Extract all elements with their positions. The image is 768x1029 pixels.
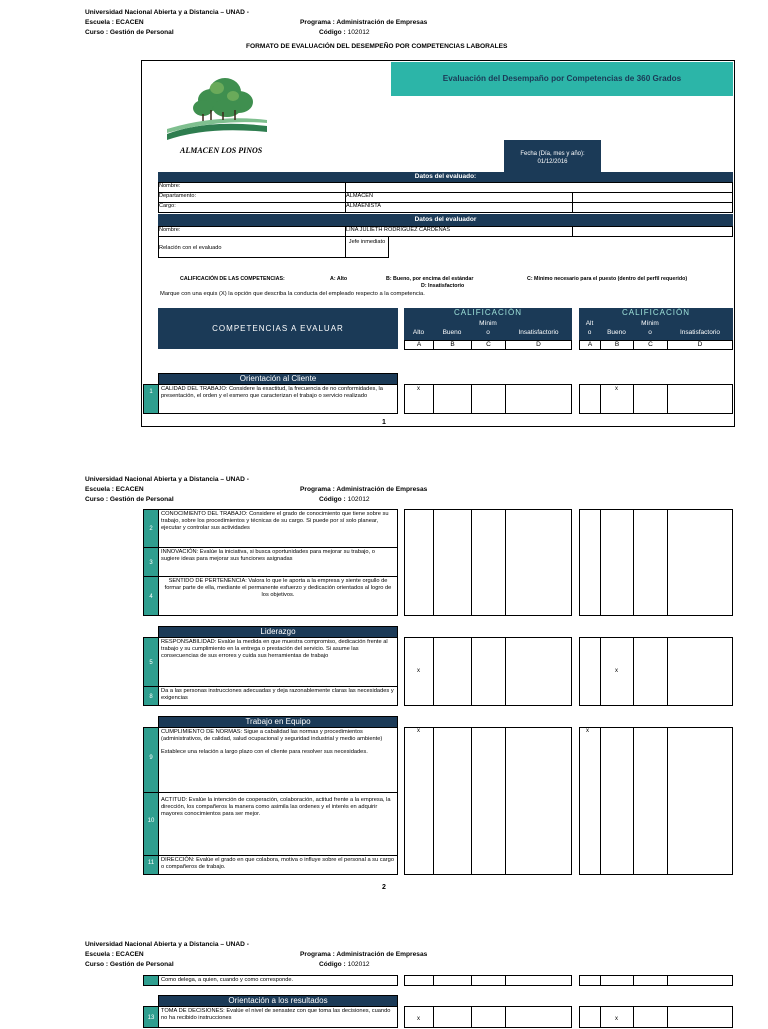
school-label: Escuela : ECACEN xyxy=(85,19,144,26)
letter-a-1: A xyxy=(404,340,434,350)
item-delegacion-continued: Como delega, a quien, cuando y como corresponde. xyxy=(158,975,398,986)
rating2-c-1[interactable] xyxy=(633,384,668,414)
rating-d-13[interactable] xyxy=(505,1006,572,1028)
rating2-b-5[interactable]: x xyxy=(600,637,634,706)
rating-b-9[interactable] xyxy=(433,727,472,875)
program-label: Programa : Administración de Empresas xyxy=(300,486,428,493)
rating2-a-12[interactable] xyxy=(579,975,601,986)
letter-a-2: A xyxy=(579,340,601,350)
rating2-d-9[interactable] xyxy=(667,727,733,875)
rating2-b-9[interactable] xyxy=(600,727,634,875)
rating2-a-5[interactable] xyxy=(579,637,601,706)
item-innovacion: INNOVACIÓN: Evalúe la iniciativa, si busca oportunidades para mejorar su trabajo, o sugiere ideas para mejorar sus funciones asignadas xyxy=(158,547,398,577)
item-number: 13 xyxy=(143,1006,159,1028)
course-label: Curso : Gestión de Personal xyxy=(85,29,174,36)
item-number: 1 xyxy=(143,384,159,414)
col-minimo-2: Mínim o xyxy=(633,319,667,340)
rating-b-12[interactable] xyxy=(433,975,472,986)
rating-a-12[interactable] xyxy=(404,975,434,986)
program-label: Programa : Administración de Empresas xyxy=(300,951,428,958)
scale-b: B: Bueno, por encima del estándar xyxy=(386,276,474,282)
item-number-continued xyxy=(143,975,159,986)
rating-c-col[interactable] xyxy=(471,509,506,616)
banner-title: Evaluación del Desempaño por Competencias de 360 Grados xyxy=(442,74,682,83)
date-label: Fecha (Día, mes y año): xyxy=(520,151,585,157)
scale-d: D: Insatisfactorio xyxy=(421,283,465,289)
evaluator-name-value[interactable]: LINA JULIETH RODRIGUEZ CARDENAS xyxy=(345,226,573,237)
col-alto-1: Alto xyxy=(404,319,433,340)
item-direccion: DIRECCIÓN: Evalúe el grado en que colabora, motiva o influye sobre el personal a su cargo o compañeros de trabajo. xyxy=(158,855,398,875)
rating-b-col[interactable] xyxy=(433,509,472,616)
evaluated-title: Datos del evaluado: xyxy=(158,172,733,182)
item-conocimiento-trabajo: CONOCIMIENTO DEL TRABAJO: Considere el grado de conocimiento que tiene sobre su trabajo, sobre los procedimientos y técnicas de su cargo. Si puede por sí solo planear, ejecutar y controlar sus actividades xyxy=(158,509,398,548)
calificacion-header-1: CALIFICACIÓN xyxy=(404,308,572,319)
rating2-a-13[interactable] xyxy=(579,1006,601,1028)
rating-a-col[interactable] xyxy=(404,509,434,616)
university-name: Universidad Nacional Abierta y a Distancia – UNAD - xyxy=(85,941,249,948)
rating-c-9[interactable] xyxy=(471,727,506,875)
item-number: 10 xyxy=(143,792,159,856)
rating2-d-12[interactable] xyxy=(667,975,733,986)
item-number: 2 xyxy=(143,509,159,548)
evaluated-position-extra xyxy=(572,202,733,213)
evaluator-title: Datos del evaluador xyxy=(158,214,733,226)
relation-value[interactable]: Jefe inmediato xyxy=(345,236,389,258)
rating2-b-12[interactable] xyxy=(600,975,634,986)
school-label: Escuela : ECACEN xyxy=(85,951,144,958)
item-calidad-trabajo: CALIDAD DEL TRABAJO: Considere la exactitud, la frecuencia de no conformidades, la presentación, el orden y el esmero que caracterizan el trabajo o servicio realizado xyxy=(158,384,398,414)
evaluator-name-label: Nombre: xyxy=(158,226,346,237)
university-name: Universidad Nacional Abierta y a Distancia – UNAD - xyxy=(85,476,249,483)
rating-a-5[interactable]: x xyxy=(404,637,434,706)
rating-d-12[interactable] xyxy=(505,975,572,986)
school-label: Escuela : ECACEN xyxy=(85,486,144,493)
rating2-b-1[interactable]: x xyxy=(600,384,634,414)
rating2-d-1[interactable] xyxy=(667,384,733,414)
item-number: 9 xyxy=(143,727,159,793)
course-label: Curso : Gestión de Personal xyxy=(85,961,174,968)
evaluated-name-label: Nombre: xyxy=(158,182,346,193)
rating-c-12[interactable] xyxy=(471,975,506,986)
scale-a: A: Alto xyxy=(330,276,348,282)
evaluated-position-value[interactable]: ALMAENISTA xyxy=(345,202,573,213)
rating2-c-12[interactable] xyxy=(633,975,668,986)
rating2-a-9[interactable]: x xyxy=(579,727,601,875)
rating-d-9[interactable] xyxy=(505,727,572,875)
item-number: 5 xyxy=(143,637,159,687)
item-number: 11 xyxy=(143,855,159,875)
rating-d-1[interactable] xyxy=(505,384,572,414)
item-number: 8 xyxy=(143,686,159,706)
rating-b-1[interactable] xyxy=(433,384,472,414)
rating2-d-13[interactable] xyxy=(667,1006,733,1028)
program-label: Programa : Administración de Empresas xyxy=(300,19,428,26)
item-cumplimiento-normas: CUMPLIMIENTO DE NORMAS: Sigue a cabalidad las normas y procedimientos (administrativos, de calidad, salud ocupacional y seguridad industrial y medio ambiente) Establece una relación a largo plazo con el cliente para resolver sus necesidades. xyxy=(158,727,398,793)
code-label: Código : 102012 xyxy=(319,496,370,503)
rating2-a-col[interactable] xyxy=(579,509,601,616)
letter-c-2: C xyxy=(633,340,668,350)
letter-b-1: B xyxy=(433,340,472,350)
col-insat-1: Insatisfactorio xyxy=(505,319,572,340)
rating-c-1[interactable] xyxy=(471,384,506,414)
evaluator-name-extra xyxy=(572,226,733,237)
relation-label: Relación con el evaluado xyxy=(158,236,346,258)
evaluated-position-label: Cargo: xyxy=(158,202,346,213)
rating-c-5[interactable] xyxy=(471,637,506,706)
rating-a-9[interactable]: x xyxy=(404,727,434,875)
university-name: Universidad Nacional Abierta y a Distancia – UNAD - xyxy=(85,9,249,16)
section-orientacion-resultados: Orientación a los resultados xyxy=(158,995,398,1007)
item-actitud: ACTITUD: Evalúe la intención de cooperación, colaboración, actitud frente a la empresa, la dirección, los compañeros la manera como asimila las ordenes y el interés en adquirir mayores conocimientos para ser mejor. xyxy=(158,792,398,856)
company-name: ALMACEN LOS PINOS xyxy=(180,146,263,155)
evaluated-department-value[interactable]: ALMACEN xyxy=(345,192,573,203)
letter-d-2: D xyxy=(667,340,733,350)
code-label: Código : 102012 xyxy=(319,29,370,36)
col-insat-2: Insatisfactorio xyxy=(667,319,733,340)
item-number: 3 xyxy=(143,547,159,577)
col-minimo-1: Mínim o xyxy=(471,319,505,340)
col-alto-2: Alt o xyxy=(579,319,600,340)
letter-d-1: D xyxy=(505,340,572,350)
rating-b-13[interactable] xyxy=(433,1006,472,1028)
scale-label: CALIFICACIÓN DE LAS COMPETENCIAS: xyxy=(180,276,285,282)
course-label: Curso : Gestión de Personal xyxy=(85,496,174,503)
item-instrucciones: Da a las personas instrucciones adecuadas y deja razonablemente claras las necesidades y exigencias xyxy=(158,686,398,706)
letter-c-1: C xyxy=(471,340,506,350)
item-number: 4 xyxy=(143,576,159,616)
rating2-d-col[interactable] xyxy=(667,509,733,616)
rating2-c-5[interactable] xyxy=(633,637,668,706)
section-orientacion-cliente: Orientación al Cliente xyxy=(158,373,398,385)
instructions: Marque con una equis (X) la opción que describa la conducta del empleado respecto a la competencia. xyxy=(160,291,425,297)
item-responsabilidad: RESPONSABILIDAD: Evalúe la medida en que muestra compromiso, dedicación frente al trabajo y su cumplimiento en la entrega o prestación del servicio. Si asume las consecuencias de sus errores y cuida sus herramientas de trabajo xyxy=(158,637,398,687)
date-value: 01/12/2016 xyxy=(537,159,568,165)
item-sentido-pertenencia: SENTIDO DE PERTENENCIA: Valora lo que le aporta a la empresa y siente orgullo de formar parte de ella, mediante el permanente esfuerzo y dedicación orientados al logro de los objetivos. xyxy=(158,576,398,616)
section-trabajo-equipo: Trabajo en Equipo xyxy=(158,716,398,728)
col-bueno-2: Bueno xyxy=(600,319,633,340)
letter-b-2: B xyxy=(600,340,634,350)
competencias-header: COMPETENCIAS A EVALUAR xyxy=(158,308,398,349)
rating2-a-1[interactable] xyxy=(579,384,601,414)
section-liderazgo: Liderazgo xyxy=(158,626,398,638)
code-label: Código : 102012 xyxy=(319,961,370,968)
rating2-c-9[interactable] xyxy=(633,727,668,875)
rating-a-1[interactable]: x xyxy=(404,384,434,414)
rating-a-13[interactable]: x xyxy=(404,1006,434,1028)
col-bueno-1: Bueno xyxy=(433,319,471,340)
evaluated-department-label: Departamento: xyxy=(158,192,346,203)
format-title: FORMATO DE EVALUACIÓN DEL DESEMPEÑO POR COMPETENCIAS LABORALES xyxy=(246,43,508,50)
rating2-c-col[interactable] xyxy=(633,509,668,616)
pine-trees-logo xyxy=(167,74,267,142)
rating2-b-col[interactable] xyxy=(600,509,634,616)
page-number: 1 xyxy=(382,419,386,426)
item-toma-decisiones: TOMA DE DECISIONES: Evalúe el nivel de sensatez con que toma las decisiones, cuando no ha recibido instrucciones xyxy=(158,1006,398,1028)
rating-d-5[interactable] xyxy=(505,637,572,706)
rating-c-13[interactable] xyxy=(471,1006,506,1028)
calificacion-header-2: CALIFICACIÓN xyxy=(579,308,733,319)
rating2-d-5[interactable] xyxy=(667,637,733,706)
page-number: 2 xyxy=(382,884,386,891)
rating-b-5[interactable] xyxy=(433,637,472,706)
scale-c: C: Mínimo necesario para el puesto (dentro del perfil requerido) xyxy=(527,276,688,282)
rating2-b-13[interactable]: x xyxy=(600,1006,634,1028)
rating-d-col[interactable] xyxy=(505,509,572,616)
rating2-c-13[interactable] xyxy=(633,1006,668,1028)
